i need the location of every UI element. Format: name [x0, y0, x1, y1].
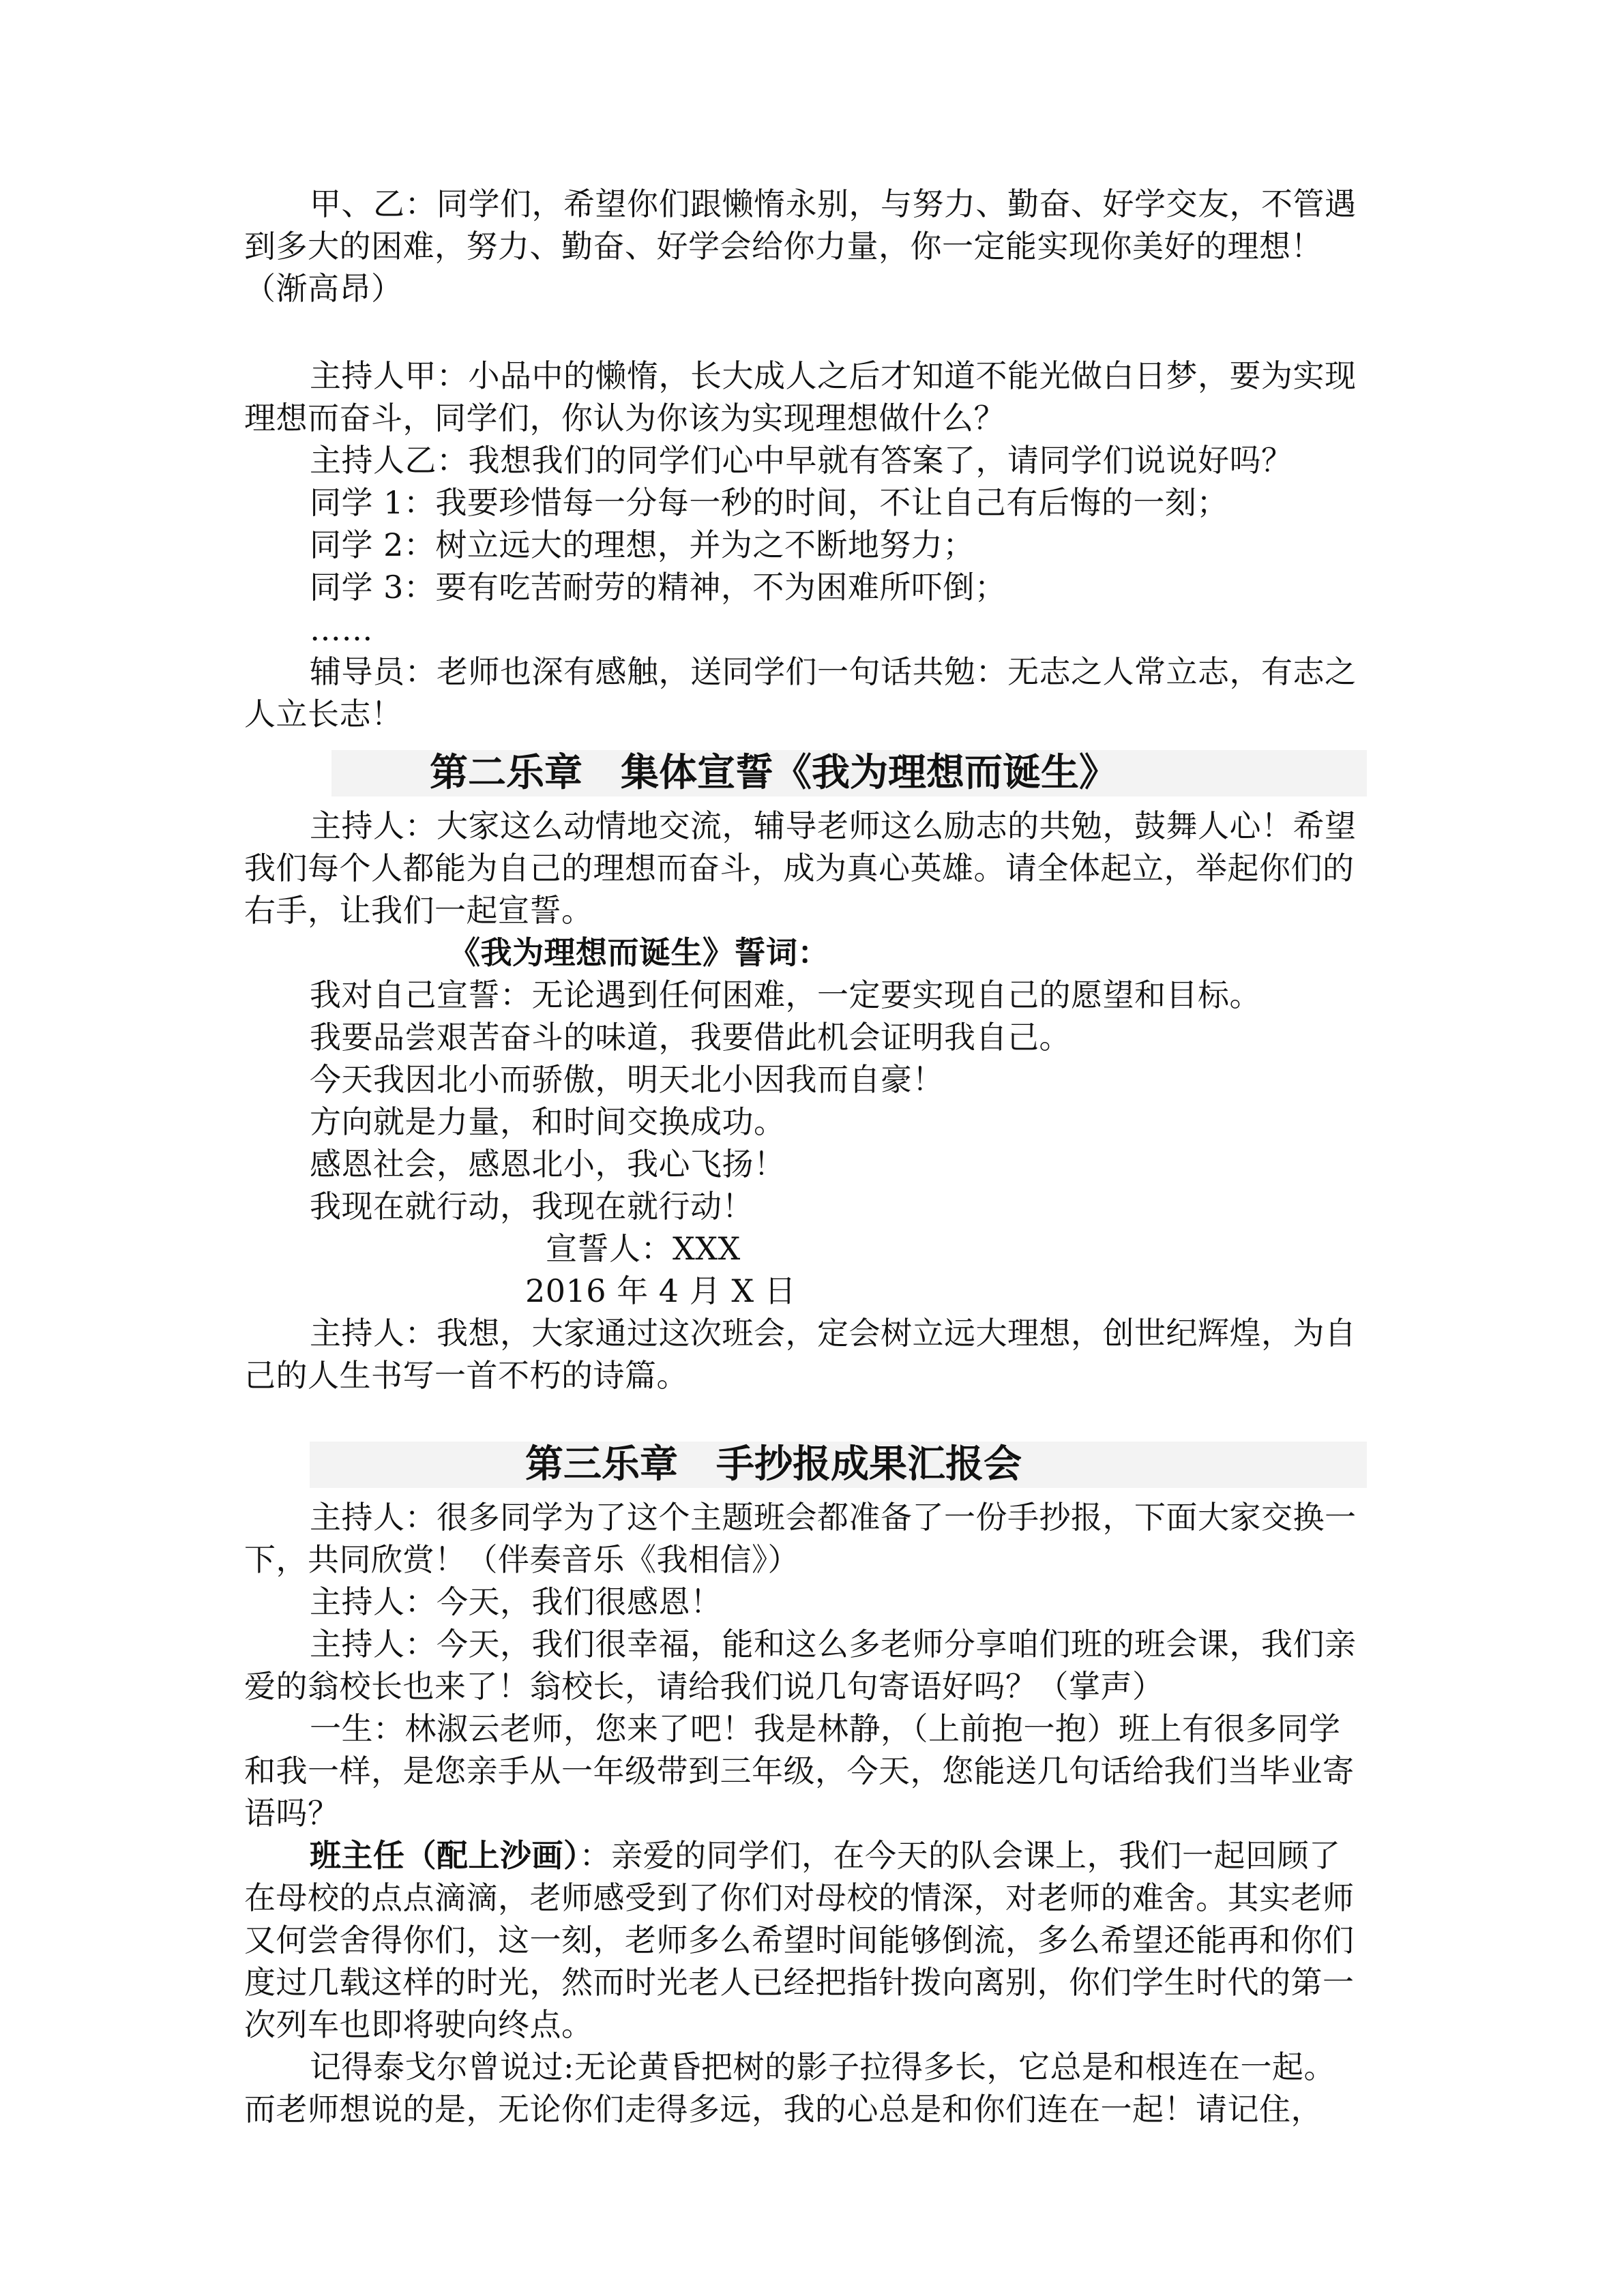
chapter-3-paragraph-6: 记得泰戈尔曾说过:无论黄昏把树的影子拉得多长，它总是和根连在一起。而老师想说的是，无论你们走得多远，我的心总是和你们连在一起！请记住， — [244, 2048, 1335, 2128]
paragraph-jia-yi: 甲、乙：同学们，希望你们跟懒惰永别，与努力、勤奋、好学交友，不管遇到多大的困难，努力、勤奋、好学会给你力量，你一定能实现你美好的理想！（渐高昂） — [244, 185, 1357, 307]
document-body — [244, 183, 1367, 2130]
oath-date: 2016 年 4 月 X 日 — [525, 1272, 797, 1309]
oath-line: 今天我因北小而骄傲，明天北小因我而自豪！ — [310, 1061, 944, 1098]
chapter-3-paragraph-1: 主持人：很多同学为了这个主题班会都准备了一份手抄报，下面大家交换一下，共同欣赏！（伴奏音乐《我相信》） — [244, 1499, 1357, 1578]
oath-title: 《我为理想而诞生》誓词： — [449, 934, 829, 971]
chapter-2-closing: 主持人：我想，大家通过这次班会，定会树立远大理想，创世纪辉煌，为自己的人生书写一首不朽的诗篇。 — [244, 1315, 1357, 1394]
chapter-2-title: 第二乐章 集体宣誓《我为理想而诞生》 — [430, 750, 1117, 795]
oath-line: 我对自己宣誓：无论遇到任何困难，一定要实现自己的愿望和目标。 — [310, 976, 1261, 1013]
paragraph-student-2: 同学 2：树立远大的理想，并为之不断地努力； — [310, 526, 975, 563]
oath-line: 我现在就行动，我现在就行动！ — [310, 1188, 754, 1225]
chapter-3-paragraph-3: 主持人：今天，我们很幸福，能和这么多老师分享咱们班的班会课，我们亲爱的翁校长也来了！翁校长，请给我们说几句寄语好吗？（掌声） — [244, 1626, 1357, 1705]
chapter-3-title: 第三乐章 手抄报成果汇报会 — [525, 1442, 1022, 1487]
paragraph-counselor: 辅导员：老师也深有感触，送同学们一句话共勉：无志之人常立志，有志之人立长志！ — [244, 653, 1357, 732]
oath-signer: 宣誓人：XXX — [546, 1230, 741, 1267]
paragraph-host-jia: 主持人甲：小品中的懒惰，长大成人之后才知道不能光做白日梦，要为实现理想而奋斗，同学们，你认为你该为实现理想做什么？ — [244, 357, 1357, 436]
speaker-label: 班主任（配上沙画） — [310, 1837, 580, 1874]
chapter-3-heading — [244, 1435, 1367, 1493]
chapter-3-paragraph-4: 一生：林淑云老师，您来了吧！我是林静，（上前抱一抱）班上有很多同学和我一样，是您亲手从一年级带到三年级，今天，您能送几句话给我们当毕业寄语吗？ — [244, 1710, 1355, 1832]
chapter-3-paragraph-5 — [244, 1834, 1367, 2046]
paragraph-student-1: 同学 1：我要珍惜每一分每一秒的时间，不让自己有后悔的一刻； — [310, 484, 1228, 521]
oath-line: 方向就是力量，和时间交换成功。 — [310, 1103, 786, 1140]
paragraph-student-3: 同学 3：要有吃苦耐劳的精神，不为困难所吓倒； — [310, 569, 1007, 606]
chapter-3-paragraph-2: 主持人：今天，我们很感恩！ — [310, 1583, 722, 1620]
speech-text: ：亲爱的同学们，在今天的队会课上，我们一起回顾了在母校的点点滴滴，老师感受到了你们对母校的情深，对老师的难舍。其实老师又何尝舍得你们，这一刻，老师多么希望时间能够倒流，多么希望还能再和你们度过几载这样的时光，然而时光老人已经把指针拨向离别，你们学生时代的第一次列车也即将驶向终点。 — [244, 1837, 1355, 2043]
chapter-2-intro: 主持人：大家这么动情地交流，辅导老师这么励志的共勉，鼓舞人心！希望我们每个人都能为自己的理想而奋斗，成为真心英雄。请全体起立，举起你们的右手，让我们一起宣誓。 — [244, 807, 1357, 929]
paragraph-ellipsis: …… — [310, 611, 373, 648]
chapter-2-heading — [244, 743, 1367, 802]
oath-line: 我要品尝艰苦奋斗的味道，我要借此机会证明我自己。 — [310, 1019, 1071, 1056]
paragraph-host-yi: 主持人乙：我想我们的同学们心中早就有答案了，请同学们说说好吗？ — [310, 442, 1293, 479]
oath-line: 感恩社会，感恩北小，我心飞扬！ — [310, 1146, 786, 1182]
